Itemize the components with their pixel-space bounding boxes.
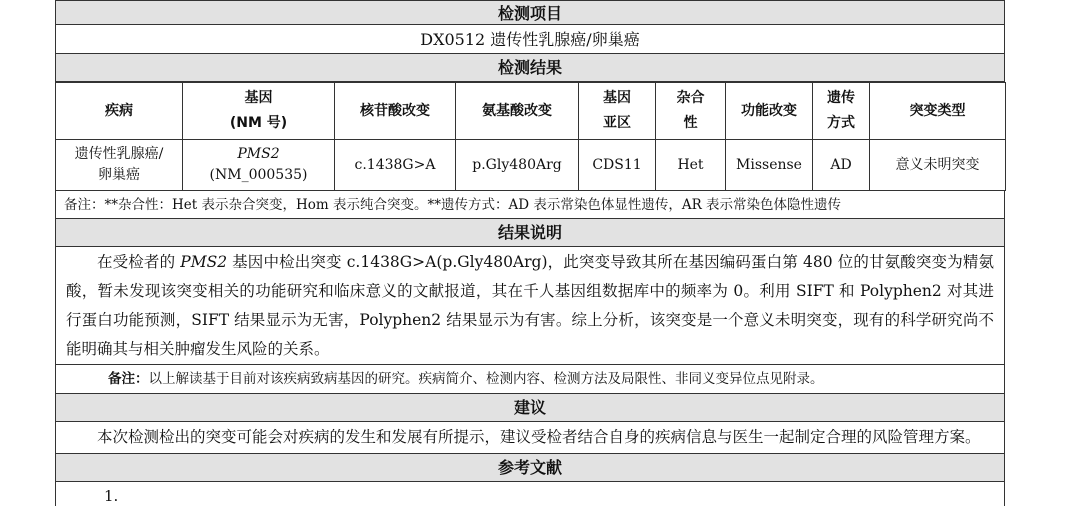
col-header: 疾病: [56, 83, 183, 140]
cell-inheritance: AD: [813, 140, 870, 191]
col-header: 基因 (NM 号): [183, 83, 335, 140]
references-header: 参考文献: [55, 454, 1005, 482]
explanation-header: 结果说明: [55, 219, 1005, 247]
col-header: 基因 亚区: [579, 83, 656, 140]
cell-zygosity: Het: [656, 140, 726, 191]
references-list: 1.: [55, 482, 1005, 506]
cell-amino-acid: p.Gly480Arg: [456, 140, 579, 191]
col-header: 氨基酸改变: [456, 83, 579, 140]
gene-name: PMS2: [180, 253, 228, 271]
cell-nucleotide: c.1438G>A: [335, 140, 456, 191]
col-header: 突变类型: [870, 83, 1006, 140]
col-header: 杂合 性: [656, 83, 726, 140]
advice-header: 建议: [55, 394, 1005, 422]
result-header: 检测结果: [55, 54, 1005, 82]
table-row: [56, 140, 1006, 191]
table-note: 备注：**杂合性：Het 表示杂合突变，Hom 表示纯合突变。**遗传方式：AD 表示常染色体显性遗传，AR 表示常染色体隐性遗传: [55, 191, 1005, 219]
cell-disease: 遗传性乳腺癌/ 卵巢癌: [56, 140, 183, 191]
advice-paragraph: 本次检测检出的突变可能会对疾病的发生和发展有所提示，建议受检者结合自身的疾病信息与医生一起制定合理的风险管理方案。: [55, 422, 1005, 454]
test-item-value: DX0512 遗传性乳腺癌/卵巢癌: [55, 25, 1005, 54]
explanation-remark: 备注：以上解读基于目前对该疾病致病基因的研究。疾病简介、检测内容、检测方法及局限性、非同义变异位点见附录。: [55, 365, 1005, 394]
cell-mutation-type: 意义未明突变: [870, 140, 1006, 191]
cell-function: Missense: [726, 140, 813, 191]
col-header: 核苷酸改变: [335, 83, 456, 140]
table-header-row: [56, 83, 1006, 140]
result-table: [55, 82, 1006, 191]
test-item-header: 检测项目: [55, 0, 1005, 25]
report-document: [55, 0, 1005, 506]
col-header: 遗传 方式: [813, 83, 870, 140]
explanation-paragraph: 在受检者的 PMS2 基因中检出突变 c.1438G>A(p.Gly480Arg)，此突变导致其所在基因编码蛋白第 480 位的甘氨酸突变为精氨酸，暂未发现该突变相关的功能研究和临床意义的文献报道，其在千人基因组数据库中的频率为 0。利用 SIFT 和 Polyphen2 对其进行蛋白功能预测，SIFT 结果显示为无害，Polyphen2 结果显示为有害。综上分析，该突变是一个意义未明突变，现有的科学研究尚不能明确其与相关肿瘤发生风险的关系。: [55, 247, 1005, 365]
cell-subregion: CDS11: [579, 140, 656, 191]
cell-gene: PMS2 (NM_000535): [183, 140, 335, 191]
col-header: 功能改变: [726, 83, 813, 140]
